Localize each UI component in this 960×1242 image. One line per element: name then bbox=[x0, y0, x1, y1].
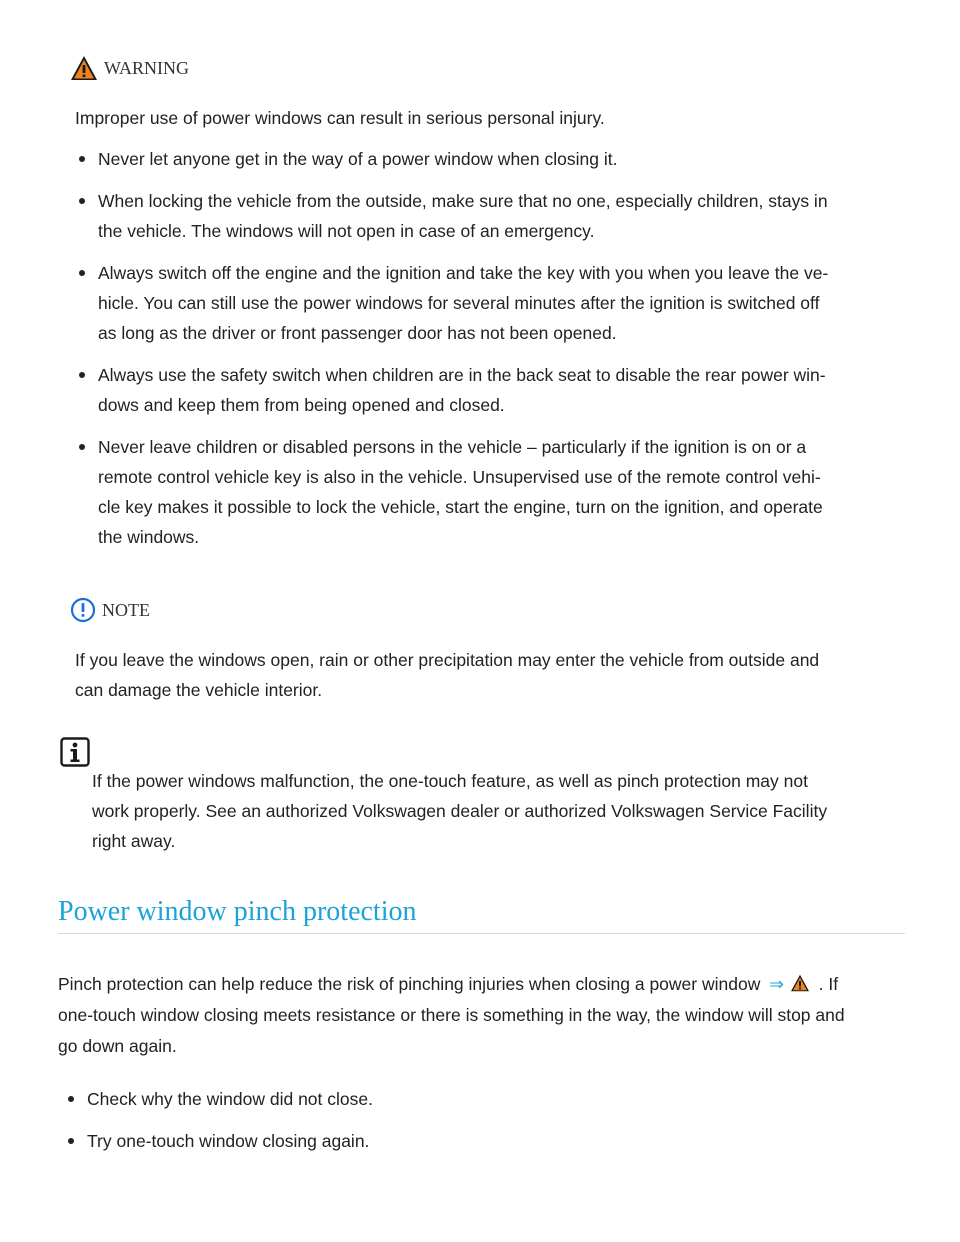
warning-list bbox=[98, 144, 898, 552]
list-item-line: Try one-touch window closing again. bbox=[87, 1131, 370, 1151]
list-item-line: hicle. You can still use the power windows for several minutes after the ignition is switched off bbox=[98, 293, 820, 313]
list-item-line: Never leave children or disabled persons in the vehicle – particularly if the ignition is on or a bbox=[98, 437, 807, 457]
warning-header bbox=[70, 54, 189, 82]
list-item-line: Always use the safety switch when children are in the back seat to disable the rear power win- bbox=[98, 365, 826, 385]
info-icon bbox=[60, 737, 90, 767]
paragraph-line: go down again. bbox=[58, 1036, 177, 1056]
section-divider bbox=[58, 933, 905, 934]
note-header bbox=[70, 596, 150, 624]
list-item-line: remote control vehicle key is also in the vehicle. Unsupervised use of the remote control vehi- bbox=[98, 467, 821, 487]
list-item-line: cle key makes it possible to lock the vehicle, start the engine, turn on the ignition, and operate bbox=[98, 497, 823, 517]
list-item-line: Never let anyone get in the way of a power window when closing it. bbox=[98, 149, 618, 169]
list-item bbox=[87, 1126, 887, 1156]
list-item bbox=[98, 186, 898, 246]
reference-arrow-link[interactable]: ⇒ bbox=[769, 974, 784, 994]
list-item bbox=[98, 144, 898, 174]
list-item bbox=[98, 432, 898, 552]
info-line: work properly. See an authorized Volkswagen dealer or authorized Volkswagen Service Facility bbox=[92, 801, 828, 821]
warning-triangle-icon bbox=[70, 55, 98, 81]
info-text bbox=[92, 766, 922, 856]
info-line: right away. bbox=[92, 831, 176, 851]
note-label: NOTE bbox=[102, 599, 150, 620]
paragraph-text: . If bbox=[818, 974, 839, 994]
warning-intro: Improper use of power windows can result in serious personal injury. bbox=[75, 108, 605, 128]
section-list bbox=[87, 1084, 887, 1156]
list-item-line: dows and keep them from being opened and closed. bbox=[98, 395, 505, 415]
list-item bbox=[98, 258, 898, 348]
paragraph-line: one-touch window closing meets resistance or there is something in the way, the window will stop and bbox=[58, 1005, 845, 1025]
list-item-line: the vehicle. The windows will not open in case of an emergency. bbox=[98, 221, 595, 241]
note-text bbox=[75, 645, 915, 705]
section-title: Power window pinch protection bbox=[58, 896, 417, 927]
list-item-line: Always switch off the engine and the ignition and take the key with you when you leave the ve- bbox=[98, 263, 829, 283]
list-item-line: the windows. bbox=[98, 527, 200, 547]
note-line: If you leave the windows open, rain or other precipitation may enter the vehicle from outside and bbox=[75, 650, 820, 670]
paragraph-text: Pinch protection can help reduce the risk of pinching injuries when closing a power window bbox=[58, 974, 761, 994]
note-line: can damage the vehicle interior. bbox=[75, 680, 323, 700]
paragraph-line bbox=[58, 969, 938, 1000]
list-item bbox=[87, 1084, 887, 1114]
list-item-line: Check why the window did not close. bbox=[87, 1089, 373, 1109]
section-paragraph bbox=[58, 969, 938, 1062]
info-line: If the power windows malfunction, the one-touch feature, as well as pinch protection may not bbox=[92, 771, 808, 791]
list-item-line: When locking the vehicle from the outside, make sure that no one, especially children, stays in bbox=[98, 191, 828, 211]
exclamation-circle-icon bbox=[70, 597, 96, 623]
warning-triangle-icon bbox=[790, 971, 810, 989]
list-item bbox=[98, 360, 898, 420]
list-item-line: as long as the driver or front passenger door has not been opened. bbox=[98, 323, 617, 343]
warning-label: WARNING bbox=[104, 57, 189, 78]
